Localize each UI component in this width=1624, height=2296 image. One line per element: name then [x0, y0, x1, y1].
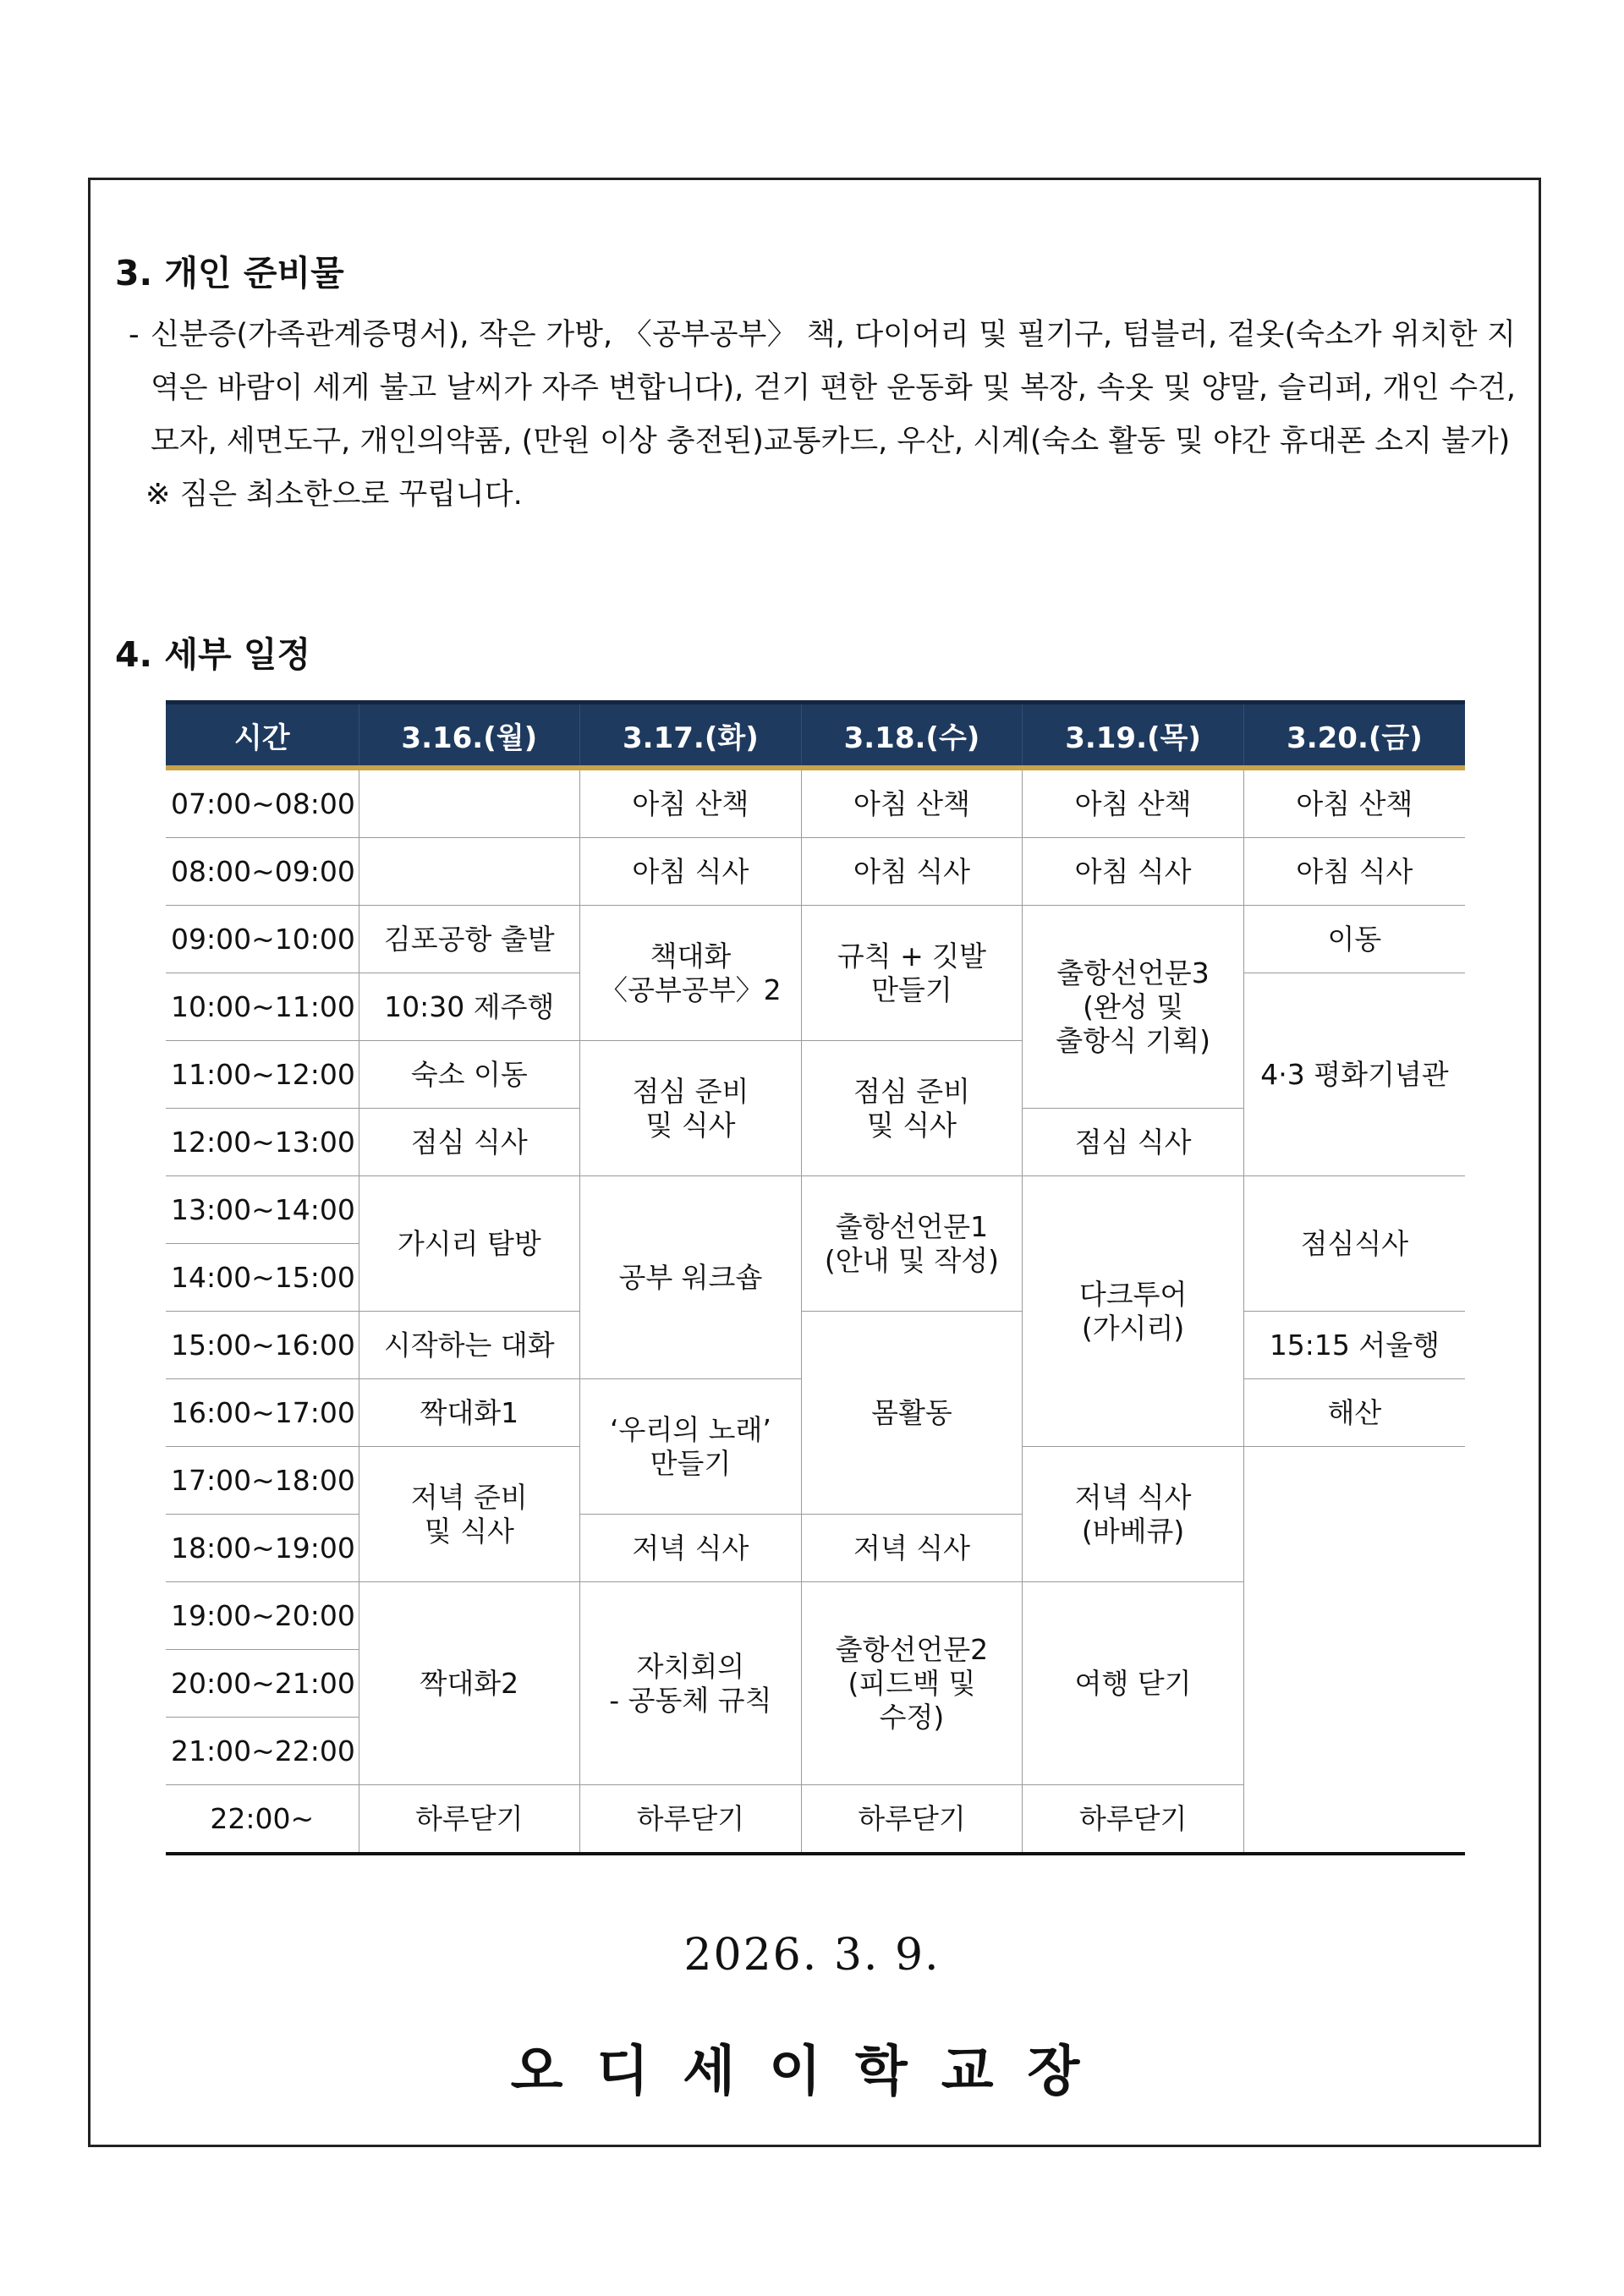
- header-day: 3.19.(목): [1023, 703, 1244, 769]
- schedule-cell: 하루닫기: [580, 1785, 802, 1855]
- schedule-cell: 10:30 제주행: [359, 973, 580, 1041]
- schedule-cell: 아침 식사: [1243, 838, 1465, 906]
- time-cell: 07:00~08:00: [166, 768, 359, 838]
- schedule-cell: [359, 768, 580, 838]
- schedule-cell: [359, 838, 580, 906]
- schedule-cell: 짝대화1: [359, 1379, 580, 1447]
- schedule-cell: 공부 워크숍: [580, 1176, 802, 1379]
- schedule-cell: 점심 식사: [359, 1109, 580, 1176]
- header-day: 3.17.(화): [580, 703, 802, 769]
- schedule-cell: 다크투어 (가시리): [1023, 1176, 1244, 1447]
- schedule-cell: 짝대화2: [359, 1582, 580, 1785]
- schedule-cell: 저녁 식사 (바베큐): [1023, 1447, 1244, 1582]
- schedule-cell: 저녁 식사: [801, 1515, 1023, 1582]
- schedule-cell: 저녁 준비 및 식사: [359, 1447, 580, 1582]
- table-row: [166, 838, 1465, 906]
- time-cell: 14:00~15:00: [166, 1244, 359, 1312]
- schedule-cell: 몸활동: [801, 1312, 1023, 1515]
- table-row: [166, 906, 1465, 973]
- time-cell: 08:00~09:00: [166, 838, 359, 906]
- time-cell: 09:00~10:00: [166, 906, 359, 973]
- schedule-cell: 아침 식사: [580, 838, 802, 906]
- schedule-cell: 점심 준비 및 식사: [580, 1041, 802, 1176]
- schedule-cell: 시작하는 대화: [359, 1312, 580, 1379]
- signer-name: 오디세이학교장: [510, 2040, 1114, 2103]
- time-cell: 12:00~13:00: [166, 1109, 359, 1176]
- schedule-cell: 이동: [1243, 906, 1465, 973]
- schedule-table: [166, 700, 1465, 1855]
- time-cell: 13:00~14:00: [166, 1176, 359, 1244]
- bullet-dash: -: [129, 318, 140, 352]
- schedule-table-wrapper: [166, 700, 1465, 1855]
- schedule-cell: 하루닫기: [801, 1785, 1023, 1855]
- time-cell: 17:00~18:00: [166, 1447, 359, 1515]
- schedule-cell: 출항선언문3 (완성 및 출항식 기획): [1023, 906, 1244, 1109]
- header-day: 3.20.(금): [1243, 703, 1465, 769]
- schedule-cell: 출항선언문1 (안내 및 작성): [801, 1176, 1023, 1312]
- time-cell: 19:00~20:00: [166, 1582, 359, 1650]
- schedule-cell: 출항선언문2 (피드백 및 수정): [801, 1582, 1023, 1785]
- schedule-cell: 아침 산책: [1243, 768, 1465, 838]
- time-cell: 11:00~12:00: [166, 1041, 359, 1109]
- preparation-text: 신분증(가족관계증명서), 작은 가방, 〈공부공부〉 책, 다이어리 및 필기구, 텀블러, 겉옷(숙소가 위치한 지역은 바람이 세게 불고 날씨가 자주 변합니다), 걷기 편한 운동화 및 복장, 속옷 및 양말, 슬리퍼, 개인 수건, 모자, 세면도구, 개인의약품, (만원 이상 충전된)교통카드, 우산, 시계(숙소 활동 및 야간 휴대폰 소지 불가): [151, 318, 1516, 458]
- section-3-title: 3. 개인 준비물: [115, 253, 344, 293]
- schedule-cell: 점심식사: [1243, 1176, 1465, 1312]
- table-row: [166, 768, 1465, 838]
- table-row: [166, 1312, 1465, 1379]
- schedule-cell: 아침 산책: [801, 768, 1023, 838]
- schedule-cell: 규칙 + 깃발 만들기: [801, 906, 1023, 1041]
- header-row: [166, 703, 1465, 769]
- time-cell: 21:00~22:00: [166, 1718, 359, 1785]
- time-cell: 18:00~19:00: [166, 1515, 359, 1582]
- schedule-cell: 하루닫기: [359, 1785, 580, 1855]
- time-cell: 16:00~17:00: [166, 1379, 359, 1447]
- schedule-cell: 저녁 식사: [580, 1515, 802, 1582]
- schedule-cell: [1243, 1447, 1465, 1855]
- schedule-cell: 아침 산책: [580, 768, 802, 838]
- table-row: [166, 1176, 1465, 1244]
- schedule-cell: 15:15 서울행: [1243, 1312, 1465, 1379]
- header-time: 시간: [166, 703, 359, 769]
- packing-note: ※ 짐은 최소한으로 꾸립니다.: [145, 478, 523, 512]
- schedule-cell: 김포공항 출발: [359, 906, 580, 973]
- schedule-cell: 여행 닫기: [1023, 1582, 1244, 1785]
- header-day: 3.16.(월): [359, 703, 580, 769]
- time-cell: 15:00~16:00: [166, 1312, 359, 1379]
- schedule-cell: 가시리 탐방: [359, 1176, 580, 1312]
- schedule-cell: 4·3 평화기념관: [1243, 973, 1465, 1176]
- schedule-cell: 아침 식사: [801, 838, 1023, 906]
- time-cell: 22:00~: [166, 1785, 359, 1855]
- document-date: 2026. 3. 9.: [683, 1930, 941, 1981]
- schedule-cell: 점심 식사: [1023, 1109, 1244, 1176]
- time-cell: 20:00~21:00: [166, 1650, 359, 1718]
- preparation-item: [129, 309, 1516, 469]
- schedule-cell: 하루닫기: [1023, 1785, 1244, 1855]
- schedule-cell: 자치회의 - 공동체 규칙: [580, 1582, 802, 1785]
- preparation-list: [129, 309, 1516, 522]
- schedule-cell: 숙소 이동: [359, 1041, 580, 1109]
- schedule-cell: 해산: [1243, 1379, 1465, 1447]
- schedule-cell: 아침 식사: [1023, 838, 1244, 906]
- schedule-cell: ‘우리의 노래’ 만들기: [580, 1379, 802, 1515]
- schedule-cell: 책대화 〈공부공부〉2: [580, 906, 802, 1041]
- schedule-cell: 점심 준비 및 식사: [801, 1041, 1023, 1176]
- header-day: 3.18.(수): [801, 703, 1023, 769]
- time-cell: 10:00~11:00: [166, 973, 359, 1041]
- schedule-cell: 아침 산책: [1023, 768, 1244, 838]
- section-4-title: 4. 세부 일정: [115, 634, 311, 675]
